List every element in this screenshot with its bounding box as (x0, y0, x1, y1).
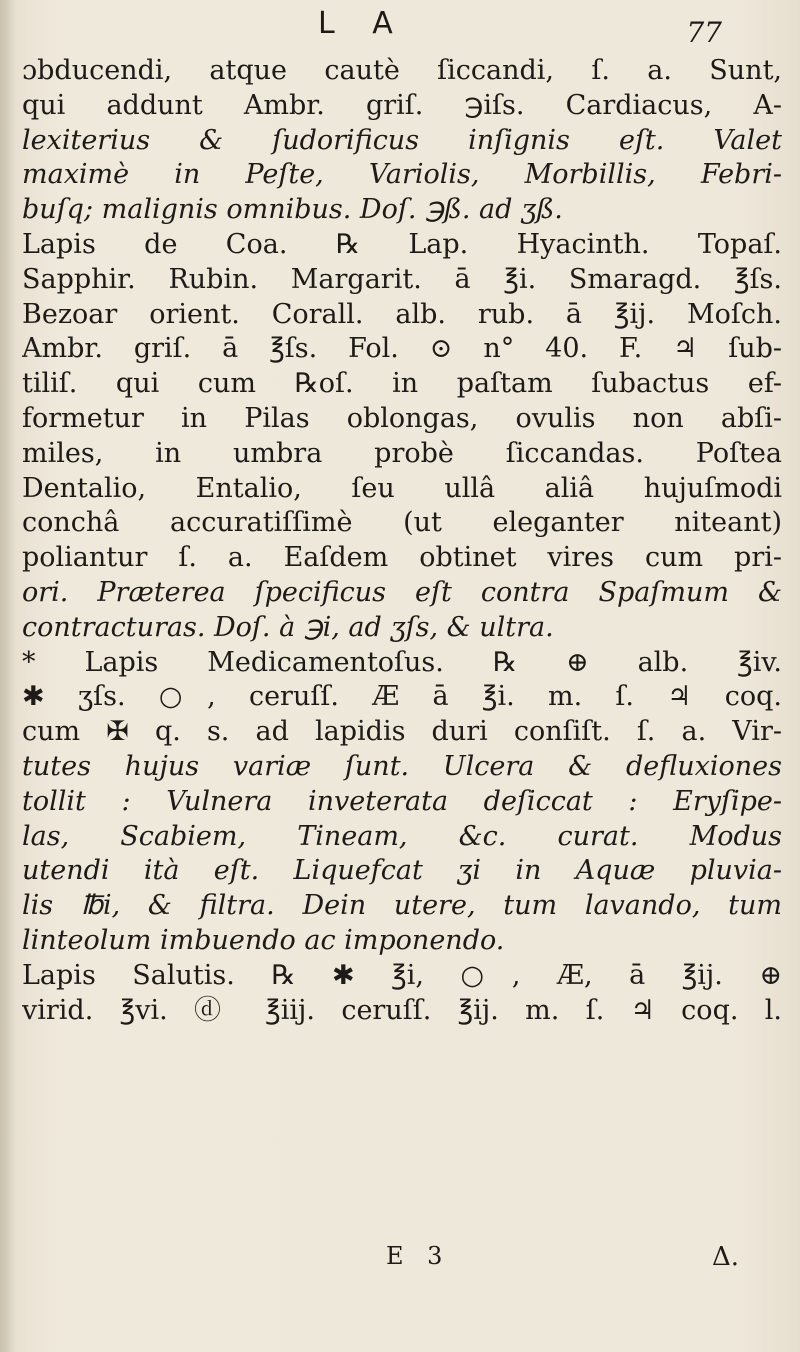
page-header (0, 6, 800, 50)
running-head: L A (318, 6, 407, 41)
text-line: linteolum imbuendo ac imponendo. (22, 924, 505, 956)
catchword: Δ. (712, 1242, 740, 1272)
text-line: Ambr. griſ. ā ℥ſs. Fol. ⊙ n° 40. F. ♃ ſub- (22, 333, 782, 365)
text-line: conchâ accuratiſſimè (ut eleganter niteant) (22, 507, 782, 539)
signature-mark: E 3 (386, 1242, 451, 1270)
text-line: ✱ ʒſs. ○, ceruſſ. Æ ā ℥i. m. ſ. ♃ coq. (22, 681, 782, 713)
text-line: * Lapis Medicamentoſus. ℞ ⊕ alb. ℥iv. (22, 646, 782, 678)
text-line: lexiterius & ſudorificus inſignis eſt. Valet (22, 124, 782, 156)
text-line: miles, in umbra probè ſiccandas. Poſtea (22, 437, 782, 469)
page-number: 77 (686, 16, 722, 49)
text-line: tiliſ. qui cum ℞oſ. in paſtam ſubactus ef- (22, 368, 782, 400)
page-footer (0, 1242, 800, 1282)
body-text (22, 54, 782, 1028)
text-line: ori. Præterea ſpecificus eſt contra Spaſmum & (22, 576, 782, 608)
text-line: utendi ità eſt. Liquefcat ʒi in Aquæ pluvia- (22, 855, 782, 887)
text-line: qui addunt Ambr. griſ. ℈iſs. Cardiacus, A- (22, 89, 782, 121)
text-line: buſq; malignis omnibus. Doſ. ℈ß. ad ʒß. (22, 194, 563, 226)
text-line: ɔbducendi, atque cautè ſiccandi, ſ. a. Sunt, (22, 55, 782, 86)
text-line: Lapis de Coa. ℞ Lap. Hyacinth. Topaſ. (22, 228, 782, 260)
text-line: tollit : Vulnera inveterata deſiccat : Eryſipe- (22, 785, 782, 817)
text-line: Dentalio, Entalio, ſeu ullâ aliâ hujuſmodi (22, 472, 782, 504)
text-line: Sapphir. Rubin. Margarit. ā ℥i. Smaragd. ℥ſs. (22, 263, 782, 295)
text-line: tutes hujus variæ ſunt. Ulcera & defluxiones (22, 750, 782, 782)
text-line: contracturas. Doſ. à ℈i, ad ʒſs, & ultra. (22, 611, 554, 643)
text-line: lis ℔i, & filtra. Dein utere, tum lavando, tum (22, 890, 782, 922)
text-line: Lapis Salutis. ℞ ✱ ℥i, ○, Æ, ā ℥ij. ⊕ (22, 959, 782, 991)
text-line: Bezoar orient. Corall. alb. rub. ā ℥ij. Moſch. (22, 298, 782, 330)
text-line: virid. ℥vi. ⓓ ℥iij. ceruſſ. ℥ij. m. ſ. ♃ coq. l. (22, 994, 782, 1026)
page-gutter-shadow (0, 0, 14, 1352)
text-line: las, Scabiem, Tineam, &c. curat. Modus (22, 820, 782, 852)
text-line: formetur in Pilas oblongas, ovulis non abſi- (22, 402, 782, 434)
text-line: maximè in Peſte, Variolis, Morbillis, Febri- (22, 159, 782, 191)
text-line: poliantur ſ. a. Eaſdem obtinet vires cum pri- (22, 542, 782, 574)
text-line: cum ✠ q. s. ad lapidis duri conſiſt. ſ. a. Vir- (22, 716, 782, 748)
